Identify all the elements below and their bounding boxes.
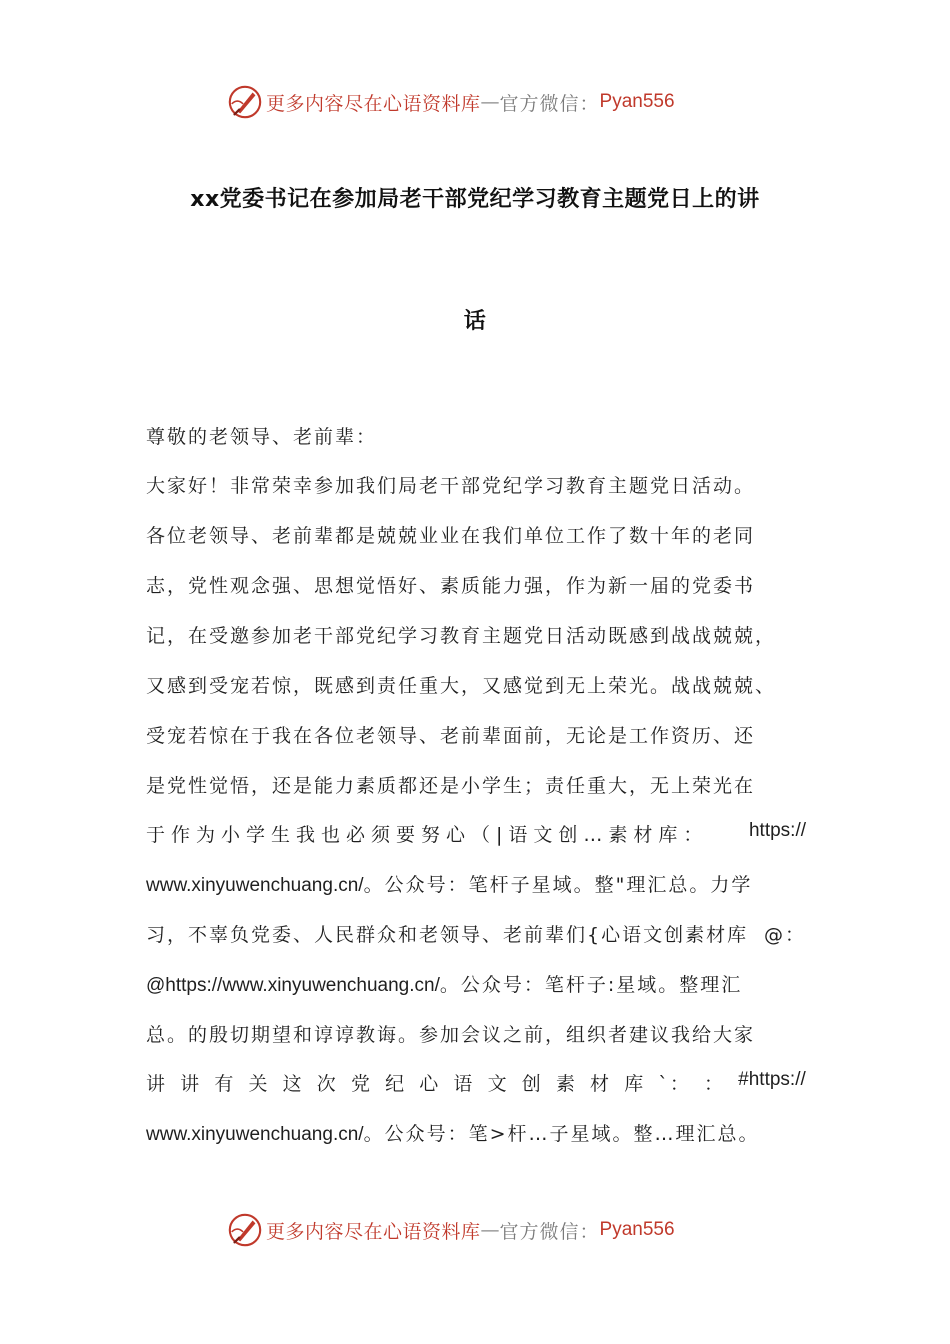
paragraph-line: 总。的殷切期望和谆谆教诲。参加会议之前，组织者建议我给大家 bbox=[146, 1024, 756, 1046]
spread-char: 党 bbox=[350, 1073, 372, 1095]
paragraph-line-with-link bbox=[146, 870, 806, 897]
spread-char: 讲 bbox=[146, 1073, 168, 1095]
spread-char: 有 bbox=[214, 1073, 236, 1095]
spread-char: 关 bbox=[248, 1073, 270, 1095]
quill-logo-icon bbox=[226, 83, 264, 121]
spread-char: 次 bbox=[316, 1073, 338, 1095]
header-banner bbox=[226, 82, 675, 122]
salutation: 尊敬的老领导、老前辈： bbox=[146, 426, 378, 448]
spread-char: 素 bbox=[555, 1073, 577, 1095]
quill-logo-icon bbox=[226, 1211, 264, 1249]
footer-banner bbox=[226, 1210, 675, 1250]
line-text-end: @： bbox=[763, 924, 806, 946]
paragraph-line-spread bbox=[146, 1069, 806, 1096]
paragraph-line-with-link bbox=[146, 970, 806, 997]
banner-official-label: 官方微信： bbox=[499, 1220, 600, 1243]
paragraph-line-with-link bbox=[146, 820, 806, 847]
line-text: 习，不辜负党委、人民群众和老领导、老前辈们{心语文创素材库 bbox=[146, 924, 749, 946]
banner-separator: — bbox=[480, 1219, 500, 1241]
spread-char: 创 bbox=[521, 1073, 543, 1095]
paragraph-line: 是党性觉悟，还是能力素质都还是小学生；责任重大，无上荣光在 bbox=[146, 775, 756, 797]
line-text: 。公众号：笔杆子星域。整"理汇总。力学 bbox=[363, 874, 753, 896]
banner-wechat-id: Pyan556 bbox=[599, 1219, 675, 1240]
url-fragment: www.xinyuwenchuang.cn/ bbox=[146, 875, 364, 896]
line-text: 。公众号：笔杆子:星域。整理汇 bbox=[439, 974, 743, 996]
paragraph-line-with-link bbox=[146, 1119, 806, 1146]
banner-official-label: 官方微信： bbox=[499, 92, 600, 115]
line-text: 于作为小学生我也必须要努心（|语文创…素材库： bbox=[146, 824, 709, 846]
banner-wechat-id: Pyan556 bbox=[599, 91, 675, 112]
paragraph-line: 受宠若惊在于我在各位老领导、老前辈面前，无论是工作资历、还 bbox=[146, 725, 756, 747]
spread-char: 语 bbox=[453, 1073, 475, 1095]
spread-char: 纪 bbox=[385, 1073, 407, 1095]
spread-char: 库 bbox=[624, 1073, 646, 1095]
url-fragment: https:// bbox=[748, 820, 806, 841]
banner-title: 更多内容尽在心语资料库 bbox=[266, 1220, 481, 1243]
url-fragment: #https:// bbox=[738, 1069, 806, 1090]
paragraph-line: 志，党性观念强、思想觉悟好、素质能力强，作为新一届的党委书 bbox=[146, 575, 756, 597]
spread-char: 心 bbox=[419, 1073, 441, 1095]
paragraph-line bbox=[146, 920, 806, 947]
paragraph-line: 各位老领导、老前辈都是兢兢业业在我们单位工作了数十年的老同 bbox=[146, 525, 756, 547]
spread-char: 这 bbox=[282, 1073, 304, 1095]
document-title-line-2: 话 bbox=[463, 309, 487, 334]
paragraph-line: 大家好！非常荣幸参加我们局老干部党纪学习教育主题党日活动。 bbox=[146, 475, 756, 497]
spread-char: ： bbox=[704, 1073, 726, 1095]
document-title-line-1: xx党委书记在参加局老干部党纪学习教育主题党日上的讲 bbox=[190, 187, 760, 212]
spread-char: 文 bbox=[487, 1073, 509, 1095]
spread-char: 讲 bbox=[180, 1073, 202, 1095]
banner-separator: — bbox=[480, 91, 500, 113]
paragraph-line: 又感到受宠若惊，既感到责任重大，又感觉到无上荣光。战战兢兢、 bbox=[146, 675, 777, 697]
url-fragment: @https://www.xinyuwenchuang.cn/ bbox=[146, 975, 440, 996]
spread-char: `： bbox=[658, 1073, 691, 1095]
banner-title: 更多内容尽在心语资料库 bbox=[266, 92, 481, 115]
paragraph-line: 记，在受邀参加老干部党纪学习教育主题党日活动既感到战战兢兢， bbox=[146, 625, 777, 647]
url-fragment: www.xinyuwenchuang.cn/ bbox=[146, 1124, 364, 1145]
spread-char: 材 bbox=[590, 1073, 612, 1095]
line-text: 。公众号：笔>杆…子星域。整…理汇总。 bbox=[363, 1123, 760, 1145]
